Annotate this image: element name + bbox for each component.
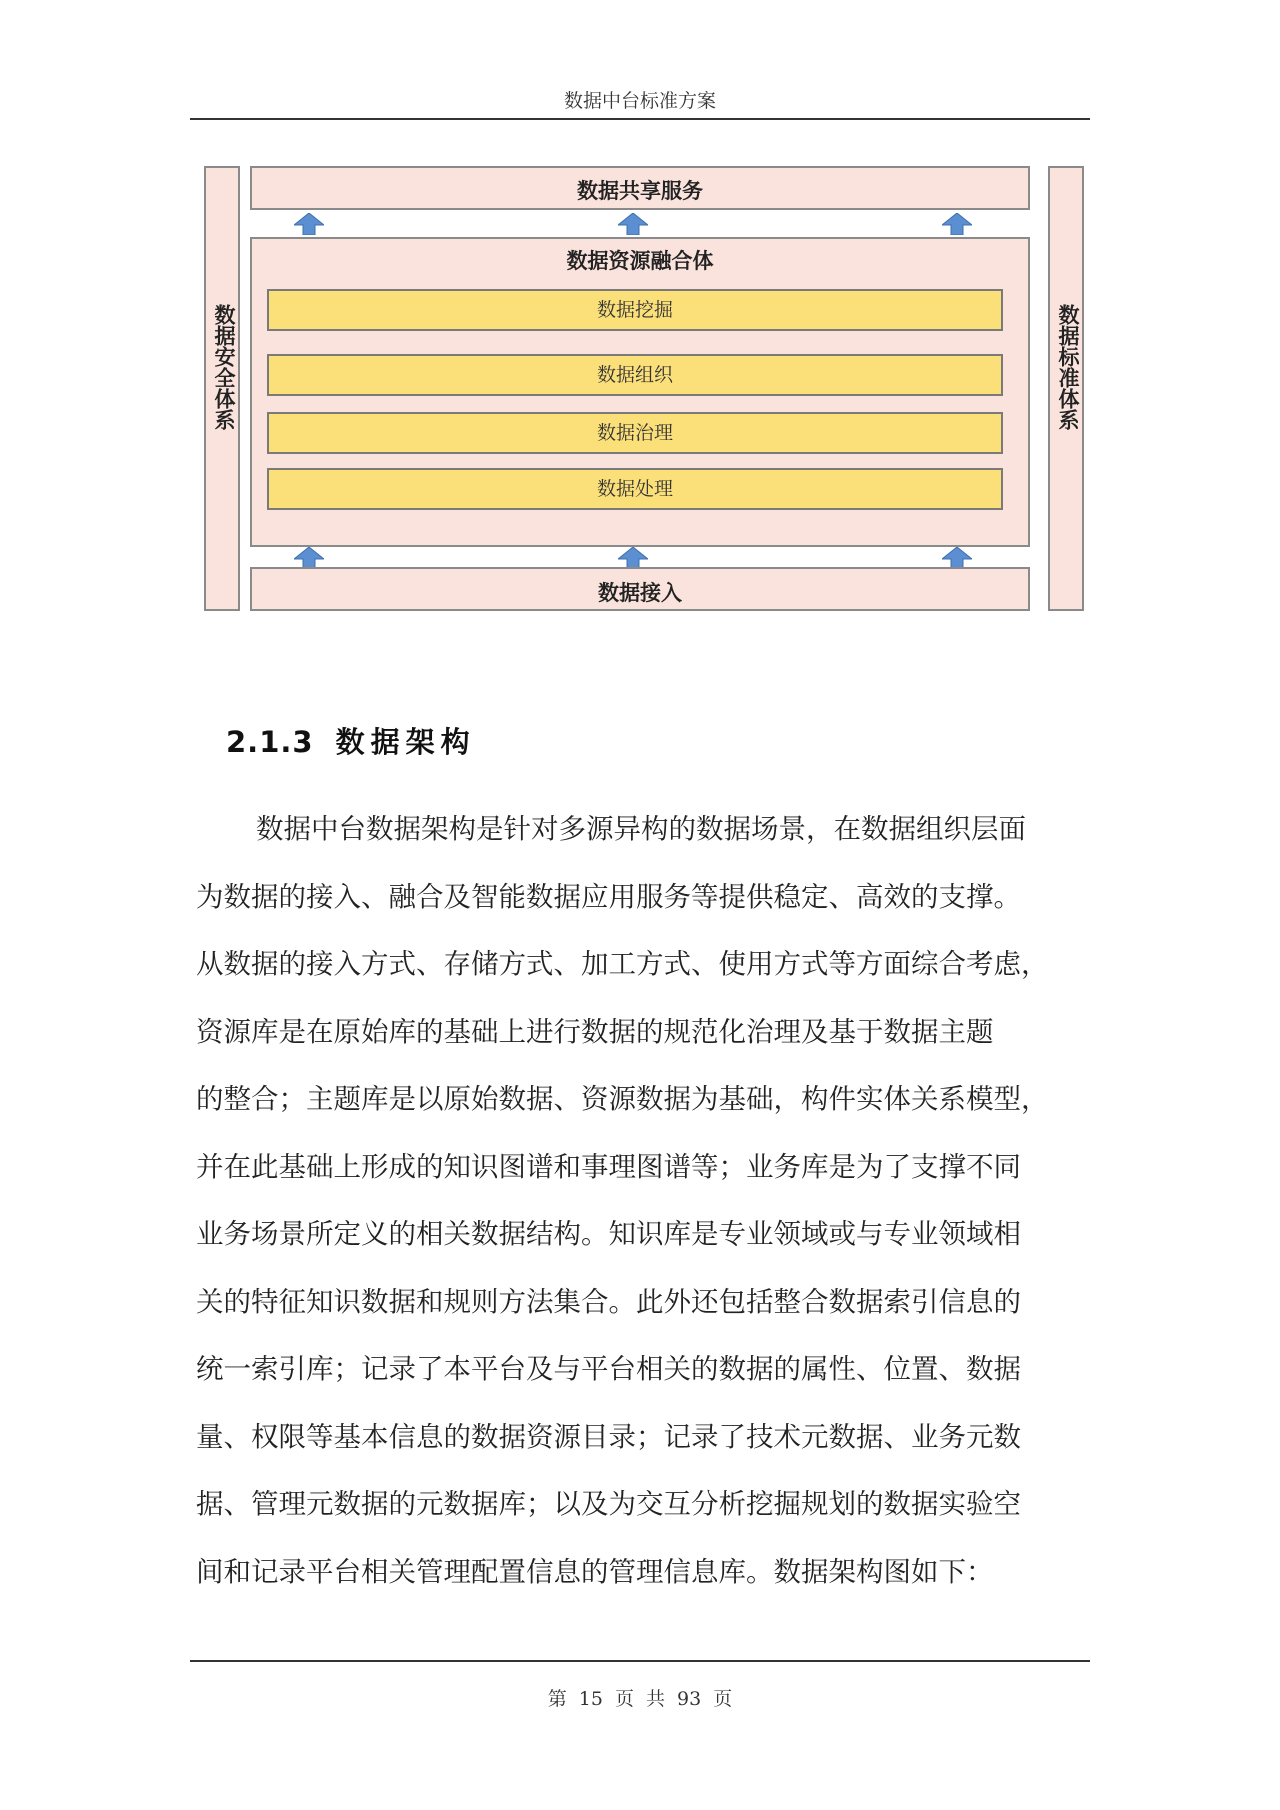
- page-footer: 第 15 页 共 93 页: [547, 1688, 733, 1710]
- data-sharing-service-box: [250, 166, 1030, 210]
- paragraph-line: 并在此基础上形成的知识图谱和事理图谱等；业务库是为了支撑不同: [196, 1150, 1021, 1183]
- standard-system-label: 数据标准体系: [1056, 304, 1080, 430]
- section-title-text: 数据架构: [335, 725, 476, 759]
- data-access-box: [250, 567, 1030, 611]
- data-sharing-service-label: 数据共享服务: [577, 179, 703, 203]
- architecture-diagram: [200, 160, 1090, 620]
- body-paragraph: [196, 796, 1096, 1606]
- layer-data-governance: 数据治理: [267, 412, 1003, 454]
- standard-system-box: [1048, 166, 1084, 611]
- paragraph-line: 资源库是在原始库的基础上进行数据的规范化治理及基于数据主题: [196, 1015, 994, 1048]
- footer-rule: [190, 1660, 1090, 1662]
- up-arrow-icon: [618, 213, 648, 235]
- page-header: 数据中台标准方案: [563, 90, 716, 112]
- paragraph-line: 量、权限等基本信息的数据资源目录；记录了技术元数据、业务元数: [196, 1420, 1021, 1453]
- layer-data-mining: 数据挖掘: [267, 289, 1003, 331]
- up-arrow-icon: [618, 547, 648, 569]
- layer-data-processing: 数据处理: [267, 468, 1003, 510]
- up-arrow-icon: [942, 213, 972, 235]
- paragraph-line: 关的特征知识数据和规则方法集合。此外还包括整合数据索引信息的: [196, 1285, 1021, 1318]
- paragraph-line: 间和记录平台相关管理配置信息的管理信息库。数据架构图如下：: [196, 1555, 994, 1588]
- paragraph-line: 据、管理元数据的元数据库；以及为交互分析挖掘规划的数据实验空: [196, 1488, 1021, 1520]
- security-system-label: 数据安全体系: [212, 304, 236, 430]
- data-resource-fusion-label: 数据资源融合体: [566, 249, 714, 273]
- layer-data-organization: 数据组织: [267, 354, 1003, 396]
- security-system-box: [204, 166, 240, 611]
- section-number: 2.1.3: [226, 725, 314, 759]
- paragraph-line: 业务场景所定义的相关数据结构。知识库是专业领域或与专业领域相: [196, 1218, 1021, 1250]
- up-arrow-icon: [294, 213, 324, 235]
- section-heading: [226, 720, 476, 761]
- paragraph-line: 数据中台数据架构是针对多源异构的数据场景，在数据组织层面: [256, 813, 1026, 845]
- data-resource-fusion-box: [250, 237, 1030, 547]
- up-arrow-icon: [942, 547, 972, 569]
- header-rule: [190, 118, 1090, 120]
- up-arrow-icon: [294, 547, 324, 569]
- paragraph-line: 的整合；主题库是以原始数据、资源数据为基础，构件实体关系模型，: [196, 1083, 1049, 1115]
- paragraph-line: 为数据的接入、融合及智能数据应用服务等提供稳定、高效的支撑。: [196, 880, 1021, 913]
- paragraph-line: 从数据的接入方式、存储方式、加工方式、使用方式等方面综合考虑，: [196, 948, 1049, 980]
- data-access-label: 数据接入: [598, 581, 682, 605]
- paragraph-line: 统一索引库；记录了本平台及与平台相关的数据的属性、位置、数据: [196, 1353, 1021, 1385]
